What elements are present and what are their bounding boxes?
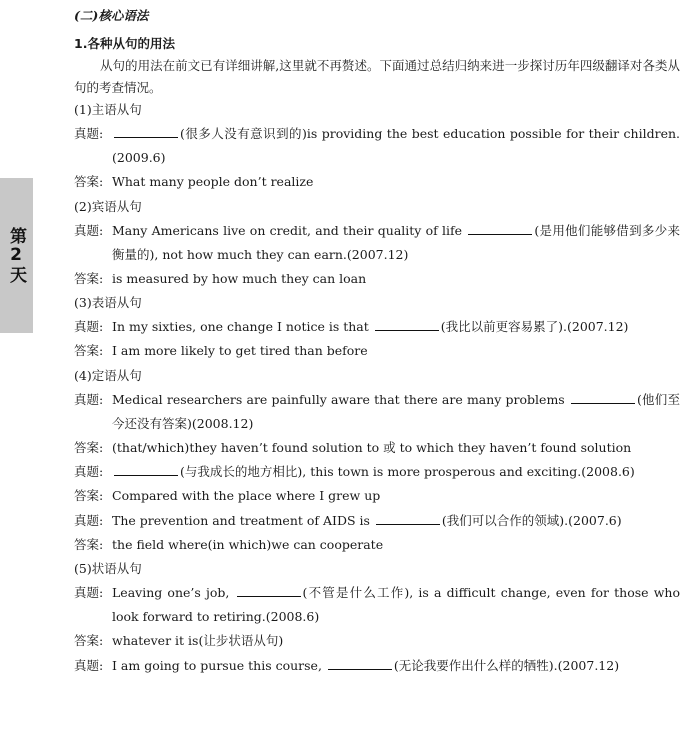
question-text: In my sixties, one change I notice is that (我比以前更容易累了).(2007.12) (112, 319, 629, 335)
answer-text: (that/which)they haven’t found solution to 或 to which they haven’t found solution (112, 440, 632, 456)
answer-text: is measured by how much they can loan (112, 271, 367, 287)
question-label: 真题: (74, 391, 104, 407)
answer-label: 答案: (74, 440, 104, 456)
question-label: 真题: (74, 222, 104, 238)
answer-blank (328, 657, 392, 670)
category-heading: (1)主语从句 (74, 102, 142, 117)
answer-label: 答案: (74, 343, 104, 359)
answer-label: 答案: (74, 271, 104, 287)
answer-text: I am more likely to get tired than before (112, 343, 368, 359)
question-text: Medical researchers are painfully aware that there are many problems (他们至今还没有答案)(2008.12) (112, 391, 680, 431)
question-row (74, 122, 680, 170)
question-label: 真题: (74, 319, 104, 335)
answer-blank (114, 125, 178, 138)
day-side-tab (0, 178, 33, 333)
answer-text: What many people don’t realize (112, 174, 314, 190)
page-content (74, 4, 680, 678)
question-row (74, 388, 680, 436)
answer-label: 答案: (74, 536, 104, 552)
question-row (74, 219, 680, 267)
answer-text: the field where(in which)we can cooperate (112, 536, 384, 552)
subsection-title: 1.各种从句的用法 (74, 36, 175, 51)
question-row (74, 654, 680, 678)
category-heading: (2)宾语从句 (74, 198, 142, 214)
answer-label: 答案: (74, 488, 104, 504)
question-row (74, 509, 680, 533)
question-text: Leaving one’s job, (不管是什么工作), is a difficult change, even for those who look forward to retiring.(2008.6) (112, 585, 681, 625)
question-row (74, 460, 680, 484)
section-title: (二)核心语法 (74, 8, 149, 23)
question-row (74, 315, 680, 339)
answer-text: whatever it is(让步状语从句) (112, 633, 284, 649)
answer-label: 答案: (74, 174, 104, 190)
question-row (74, 581, 680, 629)
answer-blank (571, 391, 635, 404)
category-heading: (5)状语从句 (74, 561, 142, 577)
question-text: (与我成长的地方相比), this town is more prosperous and exciting.(2008.6) (112, 460, 680, 484)
question-label: 真题: (74, 657, 104, 673)
answer-row (74, 339, 680, 363)
category-heading: (3)表语从句 (74, 295, 142, 311)
question-text: Many Americans live on credit, and their quality of life (是用他们能够借到多少来衡量的), not how much they can earn.(2007.12) (112, 222, 680, 262)
answer-blank (114, 463, 178, 476)
answer-text: Compared with the place where I grew up (112, 488, 381, 504)
question-label: 真题: (74, 585, 104, 601)
answer-blank (376, 512, 440, 525)
day-label: 第2天 (6, 227, 26, 284)
answer-blank (237, 584, 301, 597)
question-label: 真题: (74, 126, 104, 141)
intro-paragraph: 从句的用法在前文已有详细讲解,这里就不再赘述。下面通过总结归纳来进一步探讨历年四级翻译对各类从句的考查情况。 (74, 58, 680, 95)
question-text: I am going to pursue this course, (无论我要作出什么样的牺牲).(2007.12) (112, 657, 620, 673)
answer-row (74, 533, 680, 557)
answer-row (74, 170, 680, 194)
answer-row (74, 629, 680, 653)
question-text: The prevention and treatment of AIDS is (我们可以合作的领域).(2007.6) (112, 512, 622, 528)
question-text: (很多人没有意识到的)is providing the best education possible for their children.(2009.6) (112, 126, 680, 166)
answer-blank (375, 318, 439, 331)
answer-row (74, 484, 680, 508)
category-heading: (4)定语从句 (74, 367, 142, 383)
question-label: 真题: (74, 464, 104, 480)
answer-row (74, 267, 680, 291)
answer-label: 答案: (74, 633, 104, 649)
answer-blank (468, 222, 532, 235)
question-label: 真题: (74, 512, 104, 528)
answer-row (74, 436, 680, 460)
